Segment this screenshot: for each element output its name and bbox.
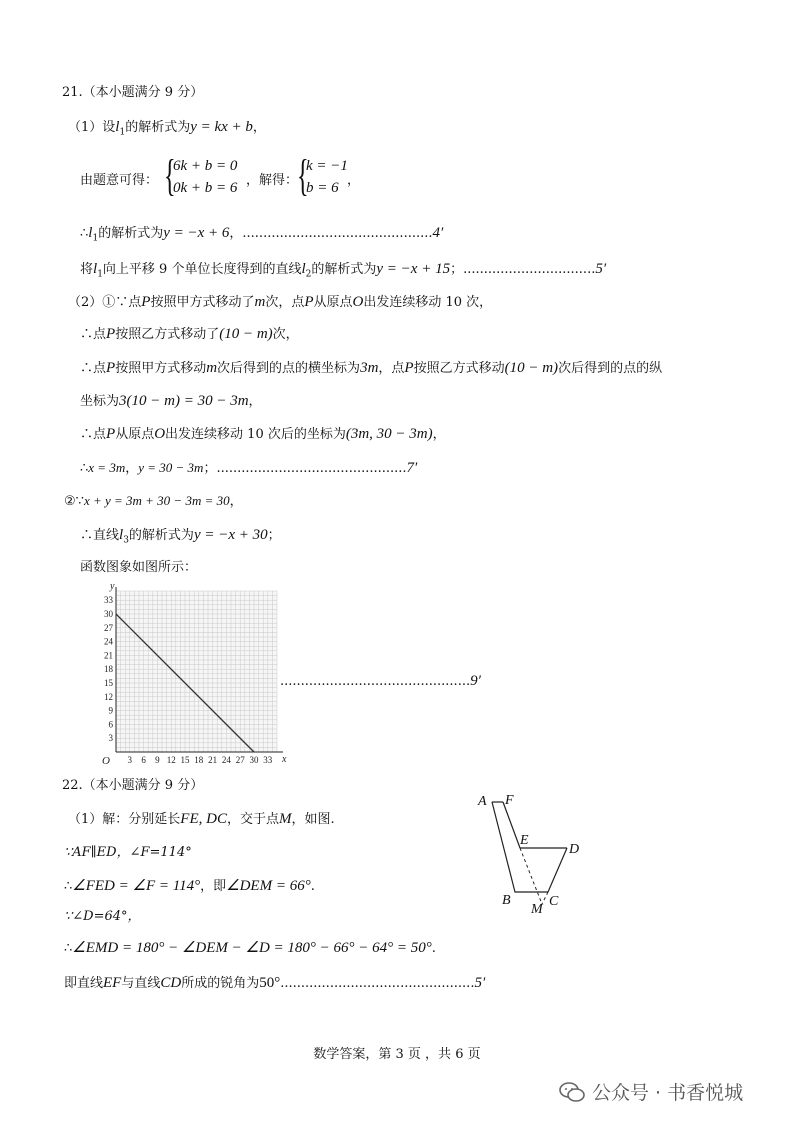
q21-line-8: 坐标为3(10 − m) = 30 − 3m， [80,393,262,409]
extension-cm [542,892,548,904]
y-tick-label: 24 [104,636,113,647]
label-e: E [520,833,529,848]
x-tick-label: 15 [180,755,190,765]
q21-line-9: ∴点P从原点O出发连续移动 10 次后的坐标为(3m, 30 − 3m)， [80,426,446,442]
q22-header: 22.（本小题满分 9 分） [62,778,204,793]
q21-line-5: （2）①∵点P按照甲方式移动了m次，点P从原点O出发连续移动 10 次， [68,294,493,310]
x-tick-label: 12 [166,755,176,765]
x-tick-label: 27 [235,755,245,765]
solution-system: k = −1 b = 6 [306,158,348,196]
q21-line-13: 函数图象如图所示： [80,560,198,575]
q22-line-2: ∵AF∥ED，∠F=114° [64,845,192,860]
q22-line-1: （1）解：分别延长FE, DC，交于点M，如图. [68,811,335,827]
x-tick-label: 24 [221,755,231,765]
q22-line-4: ∵∠D=64°， [64,909,141,924]
watermark-text: 公众号 · 书香悦城 [592,1082,744,1104]
q22-line-5: ∴∠EMD = 180° − ∠DEM − ∠D = 180° − 66° − 64° = 50°. [64,940,436,956]
x-tick-label: 21 [208,755,218,765]
q21-line-14: ..............................................9′ [280,673,481,689]
y-tick-label: 6 [108,719,113,730]
q21-line-2-end: ， [347,173,361,188]
label-a: A [478,794,487,809]
wechat-icon [558,1081,586,1103]
equation-system-1: 6k + b = 0 0k + b = 6 [173,158,238,196]
q22-line-6: 即直线EF与直线CD所成的锐角为50°...............................................5′ [64,975,486,991]
grid-background [116,591,277,752]
x-tick-label: 30 [249,755,259,765]
y-tick-label: 18 [104,664,113,675]
q21-line-2-label: 由题意可得： [80,173,159,188]
q21-line-1: （1）设$l_1$的解析式为y = kx + b， [68,119,266,138]
left-brace-1: { [164,151,176,200]
watermark [558,1078,743,1105]
graph-grid [116,587,283,752]
y-axis-label: y [110,581,115,592]
y-tick-label: 21 [104,650,113,661]
label-c: C [549,894,559,909]
y-tick-label: 33 [104,595,113,606]
segment-dc [548,848,567,892]
y-tick-label: 15 [104,678,113,688]
q21-line-7: ∴点P按照甲方式移动m次后得到的点的横坐标为3m，点P按照乙方式移动(10 − m)次后得到的点的纵 [80,360,663,376]
page-footer: 数学答案，第 3 页 ，共 6 页 [313,1047,481,1062]
x-tick-label: 9 [155,755,160,765]
extension-em [520,848,542,904]
q21-line-6: ∴点P按照乙方式移动了(10 − m)次， [80,326,299,342]
q21-line-12: ∴直线$l_3$的解析式为y = −x + 30； [80,527,281,546]
q21-line-4: 将$l_1$向上平移 9 个单位长度得到的直线$l_2$的解析式为y = −x + 15；................................5′ [80,261,607,280]
y-tick-label: 3 [108,733,113,744]
x-tick-label: 33 [263,755,273,765]
label-d: D [569,842,580,857]
function-graph [88,581,287,768]
y-tick-label: 30 [104,609,113,619]
q21-line-10: ∴x = 3m，y = 30 − 3m；..............................................7′ [80,460,418,476]
y-tick-label: 12 [104,691,113,702]
label-f: F [505,793,514,808]
q21-line-2-solve: ，解得： [246,173,299,188]
y-tick-label: 9 [108,705,113,716]
origin-label: O [102,755,110,767]
label-b: B [502,893,511,908]
segment-fe [503,802,520,848]
q21-line-11: ②∵x + y = 3m + 30 − 3m = 30， [64,493,243,509]
label-m: M [531,902,543,917]
x-tick-label: 6 [141,755,146,765]
q22-line-3: ∴∠FED = ∠F = 114°，即∠DEM = 66°. [64,878,315,894]
x-tick-label: 18 [194,755,204,765]
geometry-figure [470,788,600,918]
q21-line-3: $\therefore l_1$的解析式为y = −x + 6，..............................................4′ [80,225,444,244]
y-tick-label: 27 [104,622,113,633]
left-brace-2: { [297,151,309,200]
x-axis-label: x [282,754,287,765]
q21-header: 21.（本小题满分 9 分） [62,85,204,100]
x-tick-label: 3 [127,755,133,765]
